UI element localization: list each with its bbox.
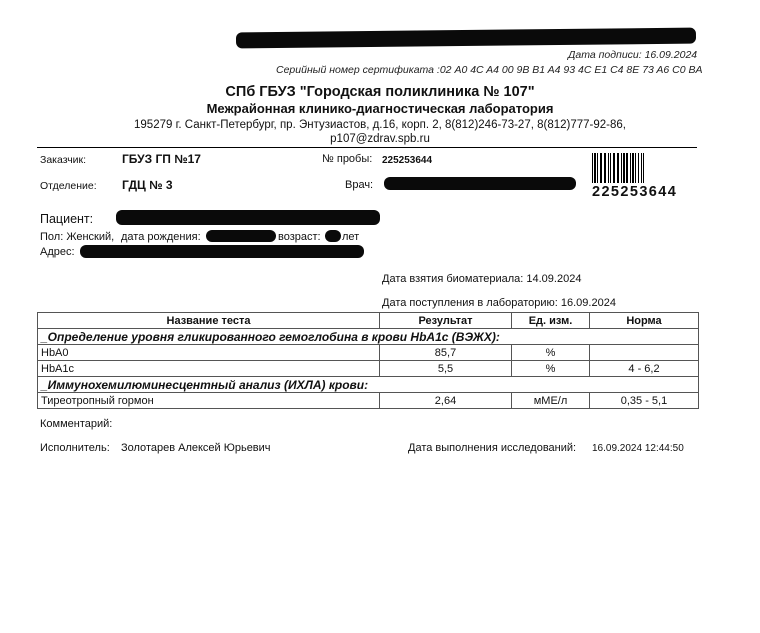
column-header-norm: Норма (590, 313, 699, 329)
organization-email: p107@zdrav.spb.ru (330, 133, 430, 145)
barcode-bar (594, 153, 596, 183)
test-name: HbA1c (38, 361, 380, 377)
redacted-age (325, 230, 341, 242)
test-result: 2,64 (380, 393, 512, 409)
barcode-bar (638, 153, 639, 183)
certificate-serial: Серийный номер сертификата :02 A0 4C A4 00 9B B1 A4 93 4C E1 C4 8E 73 A6 C0 BA (276, 64, 703, 76)
test-unit: мМЕ/л (512, 393, 590, 409)
table-row (38, 393, 699, 409)
barcode-bar (613, 153, 615, 183)
executor-name: Золотарев Алексей Юрьевич (121, 442, 271, 454)
barcode-bar (632, 153, 634, 183)
section-title-row (38, 377, 699, 393)
sample-label: № пробы: (322, 153, 373, 165)
sample-value: 225253644 (382, 155, 433, 166)
barcode-bar (608, 153, 609, 183)
barcode-bar (617, 153, 619, 183)
column-header-result: Результат (380, 313, 512, 329)
table-header-row (38, 313, 699, 329)
lab-received-date: Дата поступления в лабораторию: 16.09.2024 (382, 297, 616, 309)
barcode-bar (592, 153, 593, 183)
test-unit: % (512, 361, 590, 377)
customer-label: Заказчик: (40, 154, 87, 166)
signature-date: Дата подписи: 16.09.2024 (568, 49, 698, 61)
test-result: 5,5 (380, 361, 512, 377)
section-title: _Определение уровня гликированного гемоглобина в крови HbA1c (ВЭЖХ): (38, 329, 699, 345)
organization-name: СПб ГБУЗ "Городская поликлиника № 107" (225, 84, 535, 100)
test-name: Тиреотропный гормон (38, 393, 380, 409)
birth-date-label: дата рождения: (121, 231, 201, 243)
organization-address: 195279 г. Санкт-Петербург, пр. Энтузиастов, д.16, корп. 2, 8(812)246-73-27, 8(812)777-92-86, (134, 119, 626, 131)
test-unit: % (512, 345, 590, 361)
test-result: 85,7 (380, 345, 512, 361)
patient-sex: Пол: Женский, (40, 231, 115, 243)
redacted-patient-name (116, 210, 380, 225)
patient-label: Пациент: (40, 212, 94, 226)
completed-label: Дата выполнения исследований: (408, 442, 577, 454)
redacted-patient-address (80, 245, 364, 258)
age-label: возраст: (278, 231, 321, 243)
barcode-bar (600, 153, 602, 183)
barcode-bar (597, 153, 598, 183)
customer-value: ГБУЗ ГП №17 (122, 152, 201, 166)
test-name: HbA0 (38, 345, 380, 361)
biomaterial-date: Дата взятия биоматериала: 14.09.2024 (382, 273, 582, 285)
barcode-bar (643, 153, 644, 183)
barcode-bar (626, 153, 628, 183)
barcode-bar (604, 153, 606, 183)
barcode-bar (635, 153, 636, 183)
header-divider (37, 147, 697, 148)
column-header-test: Название теста (38, 313, 380, 329)
barcode-bar (610, 153, 611, 183)
test-norm (590, 345, 699, 361)
department-value: ГДЦ № 3 (122, 178, 173, 192)
completed-value: 16.09.2024 12:44:50 (592, 443, 684, 454)
barcode-bar (623, 153, 625, 183)
age-unit: лет (342, 231, 360, 243)
table-row (38, 361, 699, 377)
test-norm: 0,35 - 5,1 (590, 393, 699, 409)
address-label: Адрес: (40, 246, 75, 258)
barcode-image (592, 153, 688, 183)
redacted-doctor-name (384, 177, 576, 190)
section-title-row (38, 329, 699, 345)
redacted-birth-date (206, 230, 276, 242)
column-header-unit: Ед. изм. (512, 313, 590, 329)
test-norm: 4 - 6,2 (590, 361, 699, 377)
barcode-bar (630, 153, 631, 183)
laboratory-name: Межрайонная клинико-диагностическая лаборатория (206, 101, 554, 116)
barcode-number: 225253644 (592, 184, 678, 200)
table-row (38, 345, 699, 361)
comments-label: Комментарий: (40, 418, 113, 430)
barcode-bar (641, 153, 642, 183)
redacted-signature-name (236, 28, 696, 49)
barcode-bar (621, 153, 622, 183)
doctor-label: Врач: (345, 179, 374, 191)
results-table (37, 312, 699, 409)
executor-label: Исполнитель: (40, 442, 110, 454)
section-title: _Иммунохемилюминесцентный анализ (ИХЛА) крови: (38, 377, 699, 393)
department-label: Отделение: (40, 180, 97, 192)
